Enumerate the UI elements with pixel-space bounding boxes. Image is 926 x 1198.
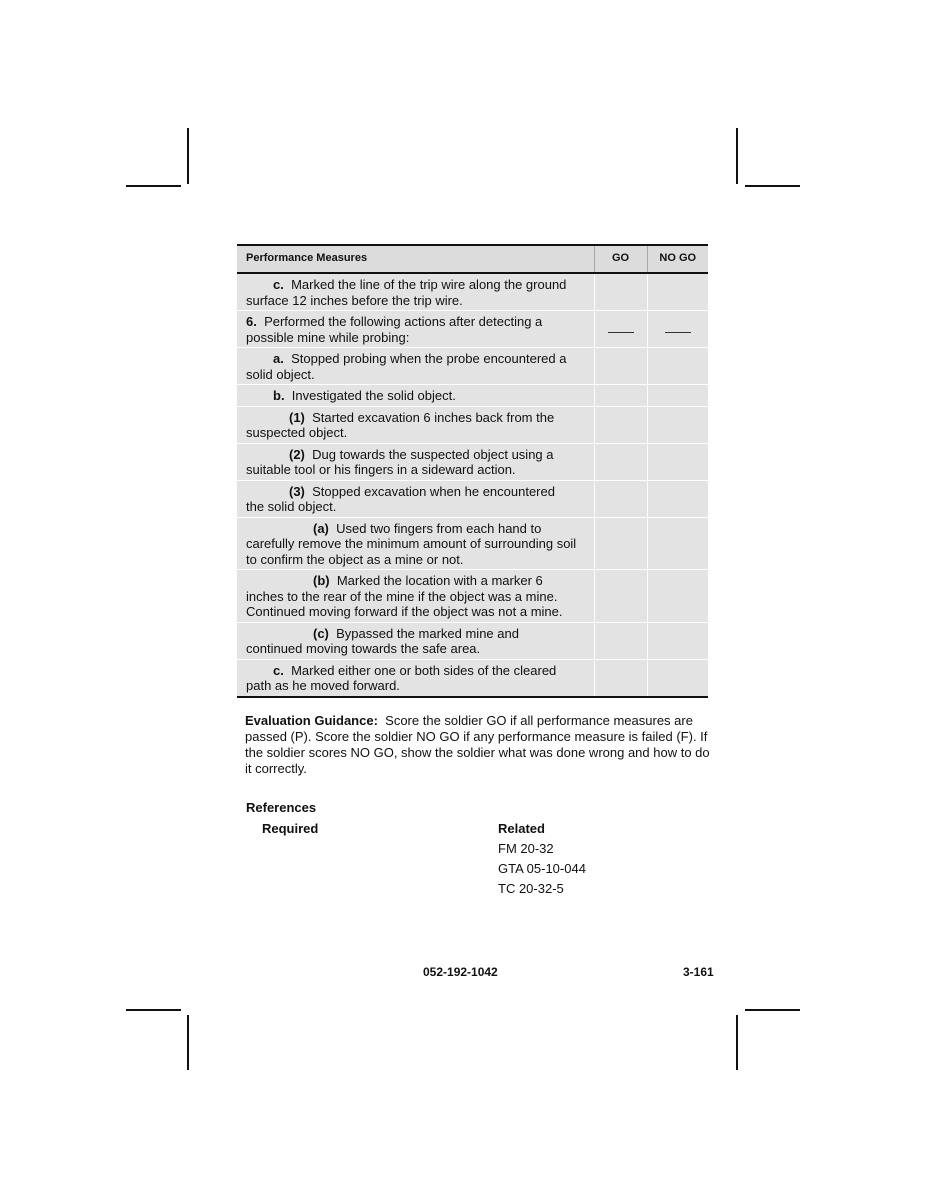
evaluation-guidance-heading: Evaluation Guidance: <box>245 713 378 728</box>
crop-mark-bottom-right-vertical <box>736 1015 738 1070</box>
no-go-cell <box>647 517 708 570</box>
table-row <box>237 622 708 659</box>
performance-measure-cell <box>237 348 594 385</box>
measure-text-continued: the solid object. <box>246 499 337 514</box>
measure-label: b. <box>273 388 285 403</box>
measure-text-first-line: Used two fingers from each hand to <box>336 520 542 536</box>
measure-text-first-line: Stopped probing when the probe encountered a <box>291 351 567 366</box>
references-required-heading: Required <box>262 821 319 836</box>
measure-label: (3) <box>289 483 305 499</box>
related-reference-item: FM 20-32 <box>498 841 554 856</box>
measure-text-first-line: Dug towards the suspected object using a <box>312 446 554 462</box>
crop-mark-top-right-horizontal <box>745 185 800 187</box>
table-row <box>237 311 708 348</box>
measure-text-first-line: Investigated the solid object. <box>291 388 456 403</box>
performance-measure-cell <box>237 659 594 697</box>
no-go-cell <box>647 443 708 480</box>
measure-text-first-line: Marked the line of the trip wire along the ground <box>291 277 567 292</box>
no-go-cell <box>647 311 708 348</box>
go-cell <box>594 622 647 659</box>
footer-task-number: 052-192-1042 <box>423 965 498 979</box>
go-cell <box>594 273 647 311</box>
go-cell <box>594 385 647 407</box>
measure-text-continued: continued moving towards the safe area. <box>246 641 481 656</box>
measure-text-first-line: Marked the location with a marker 6 <box>336 573 543 588</box>
performance-measure-cell <box>237 480 594 517</box>
references-heading: References <box>246 800 317 815</box>
measure-text-first-line: Bypassed the marked mine and <box>336 625 519 641</box>
performance-measure-cell <box>237 273 594 311</box>
go-blank-line <box>608 331 634 333</box>
performance-measure-cell <box>237 406 594 443</box>
no-go-cell <box>647 348 708 385</box>
measure-text-continued: suspected object. <box>246 425 348 440</box>
measure-text-first-line: Started excavation 6 inches back from the <box>312 409 555 425</box>
performance-measure-cell <box>237 570 594 623</box>
measure-text-first-line: Marked either one or both sides of the cleared <box>291 662 557 678</box>
measure-label: (b) <box>313 573 330 588</box>
measure-label: c. <box>273 662 284 678</box>
go-cell <box>594 659 647 697</box>
go-cell <box>594 517 647 570</box>
measure-text-continued: suitable tool or his fingers in a sideward action. <box>246 462 516 477</box>
table-row <box>237 443 708 480</box>
no-go-cell <box>647 622 708 659</box>
go-cell <box>594 311 647 348</box>
go-cell <box>594 406 647 443</box>
no-go-cell <box>647 385 708 407</box>
table-row <box>237 659 708 697</box>
measure-text-continued: solid object. <box>246 366 315 382</box>
performance-measure-cell <box>237 443 594 480</box>
go-cell <box>594 443 647 480</box>
measure-label: (2) <box>289 446 305 462</box>
table-row <box>237 273 708 311</box>
measure-label: a. <box>273 351 284 366</box>
table-row <box>237 406 708 443</box>
measure-text-first-line: Performed the following actions after detecting a <box>264 314 543 329</box>
measure-text-continued: inches to the rear of the mine if the object was a mine. Continued moving forward if the object was not a mine. <box>246 588 563 619</box>
header-go: GO <box>594 245 647 273</box>
measure-text-continued: surface 12 inches before the trip wire. <box>246 292 463 308</box>
related-reference-item: GTA 05-10-044 <box>498 861 586 876</box>
no-go-cell <box>647 570 708 623</box>
measure-text-first-line: Stopped excavation when he encountered <box>312 483 555 499</box>
table-row <box>237 517 708 570</box>
measure-text-continued: possible mine while probing: <box>246 329 410 345</box>
crop-mark-top-left-horizontal <box>126 185 181 187</box>
crop-mark-bottom-right-horizontal <box>745 1009 800 1011</box>
go-cell <box>594 570 647 623</box>
table-row <box>237 570 708 623</box>
references-related-heading: Related <box>498 821 545 836</box>
measure-text-continued: path as he moved forward. <box>246 678 400 693</box>
table-row <box>237 348 708 385</box>
table-body <box>237 273 708 697</box>
measure-label: 6. <box>246 314 257 329</box>
no-go-cell <box>647 406 708 443</box>
performance-measure-cell <box>237 622 594 659</box>
measure-label: (a) <box>313 520 329 536</box>
header-performance-measures: Performance Measures <box>237 245 594 273</box>
table-header-row <box>237 245 708 273</box>
crop-mark-bottom-left-horizontal <box>126 1009 181 1011</box>
measure-text-continued: carefully remove the minimum amount of surrounding soil to confirm the object as a mine or not. <box>246 536 577 567</box>
related-reference-item: TC 20-32-5 <box>498 881 564 896</box>
performance-measure-cell <box>237 517 594 570</box>
measure-label: c. <box>273 277 284 292</box>
no-go-cell <box>647 480 708 517</box>
evaluation-guidance <box>245 713 715 777</box>
go-cell <box>594 480 647 517</box>
performance-measure-cell <box>237 385 594 407</box>
evaluation-guidance-text: Score the soldier GO if all performance measures are passed (P). Score the soldier NO GO if any performance measure is failed (F). If the soldier scores NO GO, show the soldier what was done wrong and how to do it correctly. <box>245 713 710 776</box>
measure-label: (1) <box>289 409 305 425</box>
footer-page-number: 3-161 <box>683 965 714 979</box>
performance-measures-table <box>237 244 708 698</box>
performance-measure-cell <box>237 311 594 348</box>
go-cell <box>594 348 647 385</box>
crop-mark-top-left-vertical <box>187 128 189 184</box>
crop-mark-bottom-left-vertical <box>187 1015 189 1070</box>
table-row <box>237 480 708 517</box>
table-row <box>237 385 708 407</box>
crop-mark-top-right-vertical <box>736 128 738 184</box>
measure-label: (c) <box>313 625 329 641</box>
header-no-go: NO GO <box>647 245 708 273</box>
no-go-cell <box>647 273 708 311</box>
no-go-blank-line <box>665 331 691 333</box>
no-go-cell <box>647 659 708 697</box>
